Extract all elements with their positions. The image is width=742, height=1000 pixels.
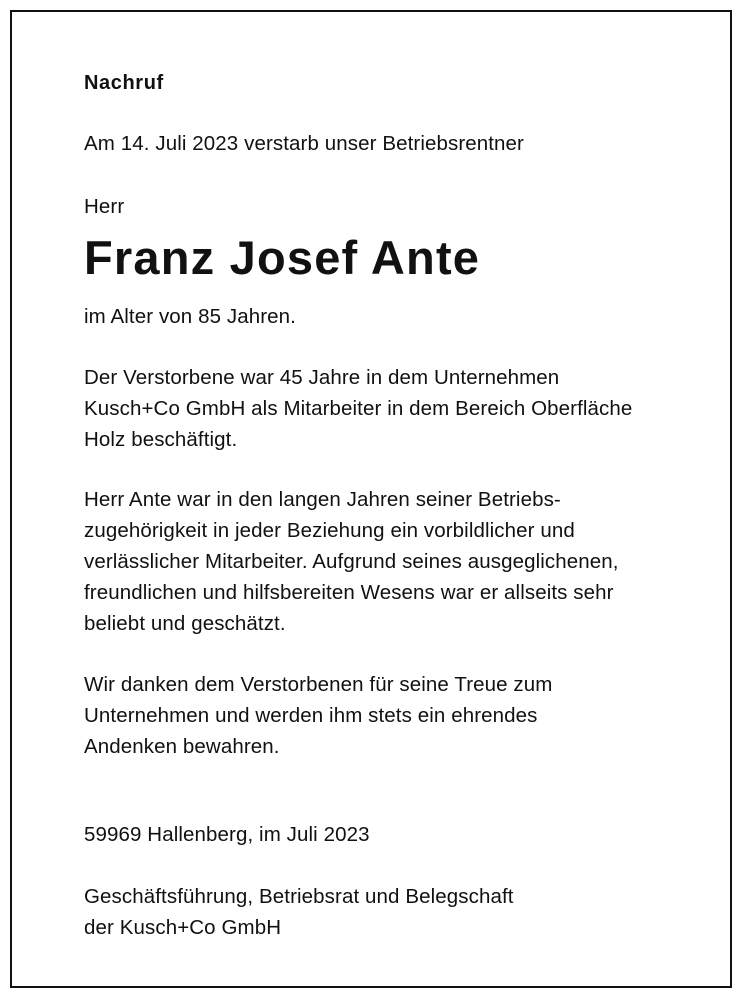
paragraph-line: Andenken bewahren.	[84, 735, 280, 758]
place-date: 59969 Hallenberg, im Juli 2023	[84, 823, 370, 846]
paragraph-line: Wir danken dem Verstorbenen für seine Treue zum	[84, 673, 553, 696]
paragraph-line: freundlichen und hilfsbereiten Wesens war er allseits sehr	[84, 581, 614, 604]
deceased-name: Franz Josef Ante	[84, 231, 481, 284]
signature-line: Geschäftsführung, Betriebsrat und Belegschaft	[84, 885, 514, 908]
paragraph-tribute	[84, 484, 619, 639]
notice-heading: Nachruf	[84, 72, 164, 94]
paragraph-line: Herr Ante war in den langen Jahren seiner Betriebs-	[84, 488, 561, 511]
paragraph-line: zugehörigkeit in jeder Beziehung ein vorbildlicher und	[84, 519, 575, 542]
paragraph-thanks	[84, 669, 552, 762]
paragraph-line: Kusch+Co GmbH als Mitarbeiter in dem Bereich Oberfläche	[84, 397, 633, 420]
intro-text: Am 14. Juli 2023 verstarb unser Betriebsrentner	[84, 132, 524, 155]
signature-line: der Kusch+Co GmbH	[84, 916, 282, 939]
paragraph-line: beliebt und geschätzt.	[84, 612, 286, 635]
salutation: Herr	[84, 195, 125, 218]
age-text: im Alter von 85 Jahren.	[84, 305, 296, 328]
paragraph-line: Unternehmen und werden ihm stets ein ehrendes	[84, 704, 538, 727]
signature-block	[84, 881, 514, 943]
paragraph-line: Der Verstorbene war 45 Jahre in dem Unternehmen	[84, 366, 560, 389]
paragraph-employment	[84, 362, 632, 455]
paragraph-line: Holz beschäftigt.	[84, 428, 238, 451]
paragraph-line: verlässlicher Mitarbeiter. Aufgrund seines ausgeglichenen,	[84, 550, 619, 573]
